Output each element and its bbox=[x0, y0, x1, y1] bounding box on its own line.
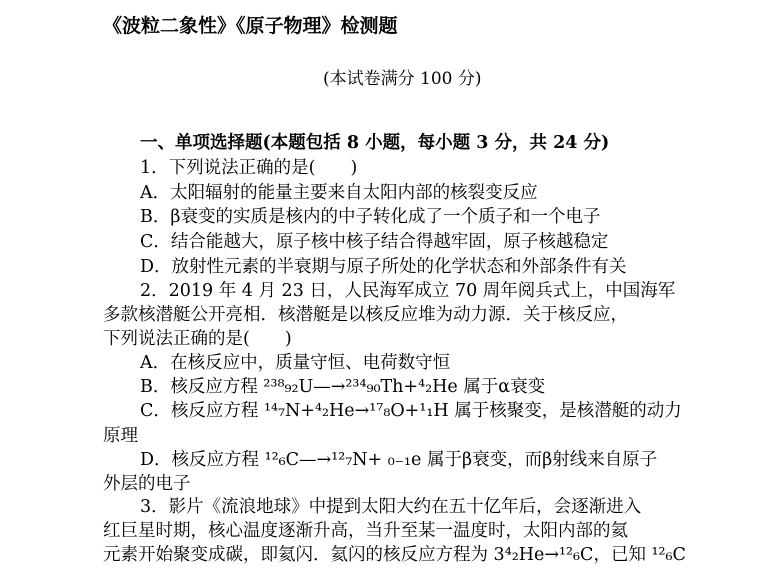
q2-option-d-line-1: D．核反应方程 ¹²₆C—→¹²₇N+ ₀₋₁e 属于β衰变，而β射线来自原子 bbox=[140, 450, 658, 470]
q2-option-c-line-1: C．核反应方程 ¹⁴₇N+⁴₂He→¹⁷₈O+¹₁H 属于核聚变，是核潜艇的动力 bbox=[140, 401, 682, 421]
q2-option-d-line-2: 外层的电子 bbox=[103, 474, 191, 494]
q1-option-c: C．结合能越大，原子核中核子结合得越牢固，原子核越稳定 bbox=[140, 232, 609, 252]
q3-stem-line-1: 3．影片《流浪地球》中提到太阳大约在五十亿年后，会逐渐进入 bbox=[140, 497, 642, 517]
q2-stem-line-2: 多款核潜艇公开亮相．核潜艇是以核反应堆为动力源．关于核反应， bbox=[103, 305, 628, 325]
q1-option-d: D．放射性元素的半衰期与原子所处的化学状态和外部条件有关 bbox=[140, 257, 627, 277]
q2-stem-line-3: 下列说法正确的是( ) bbox=[103, 329, 292, 349]
q2-stem-line-1: 2．2019 年 4 月 23 日，人民海军成立 70 周年阅兵式上，中国海军 bbox=[140, 281, 676, 301]
q2-option-a: A．在核反应中，质量守恒、电荷数守恒 bbox=[140, 353, 451, 373]
section-heading: 一、单项选择题(本题包括 8 小题，每小题 3 分，共 24 分) bbox=[140, 133, 610, 153]
q3-stem-line-3: 元素开始聚变成碳，即氦闪．氦闪的核反应方程为 3⁴₂He→¹²₆C，已知 ¹²₆C bbox=[103, 545, 686, 565]
score-note: (本试卷满分 100 分) bbox=[323, 69, 482, 89]
document-title: 《波粒二象性》《原子物理》检测题 bbox=[103, 15, 398, 37]
q1-option-a: A．太阳辐射的能量主要来自太阳内部的核裂变反应 bbox=[140, 183, 538, 203]
q1-stem: 1．下列说法正确的是( ) bbox=[140, 158, 358, 178]
q2-option-b: B．核反应方程 ²³⁸₉₂U—→²³⁴₉₀Th+⁴₂He 属于α衰变 bbox=[140, 377, 546, 397]
q1-option-b: B．β衰变的实质是核内的中子转化成了一个质子和一个电子 bbox=[140, 207, 601, 227]
q2-option-c-line-2: 原理 bbox=[103, 426, 138, 446]
q3-stem-line-2: 红巨星时期，核心温度逐渐升高，当升至某一温度时，太阳内部的氦 bbox=[103, 521, 628, 541]
